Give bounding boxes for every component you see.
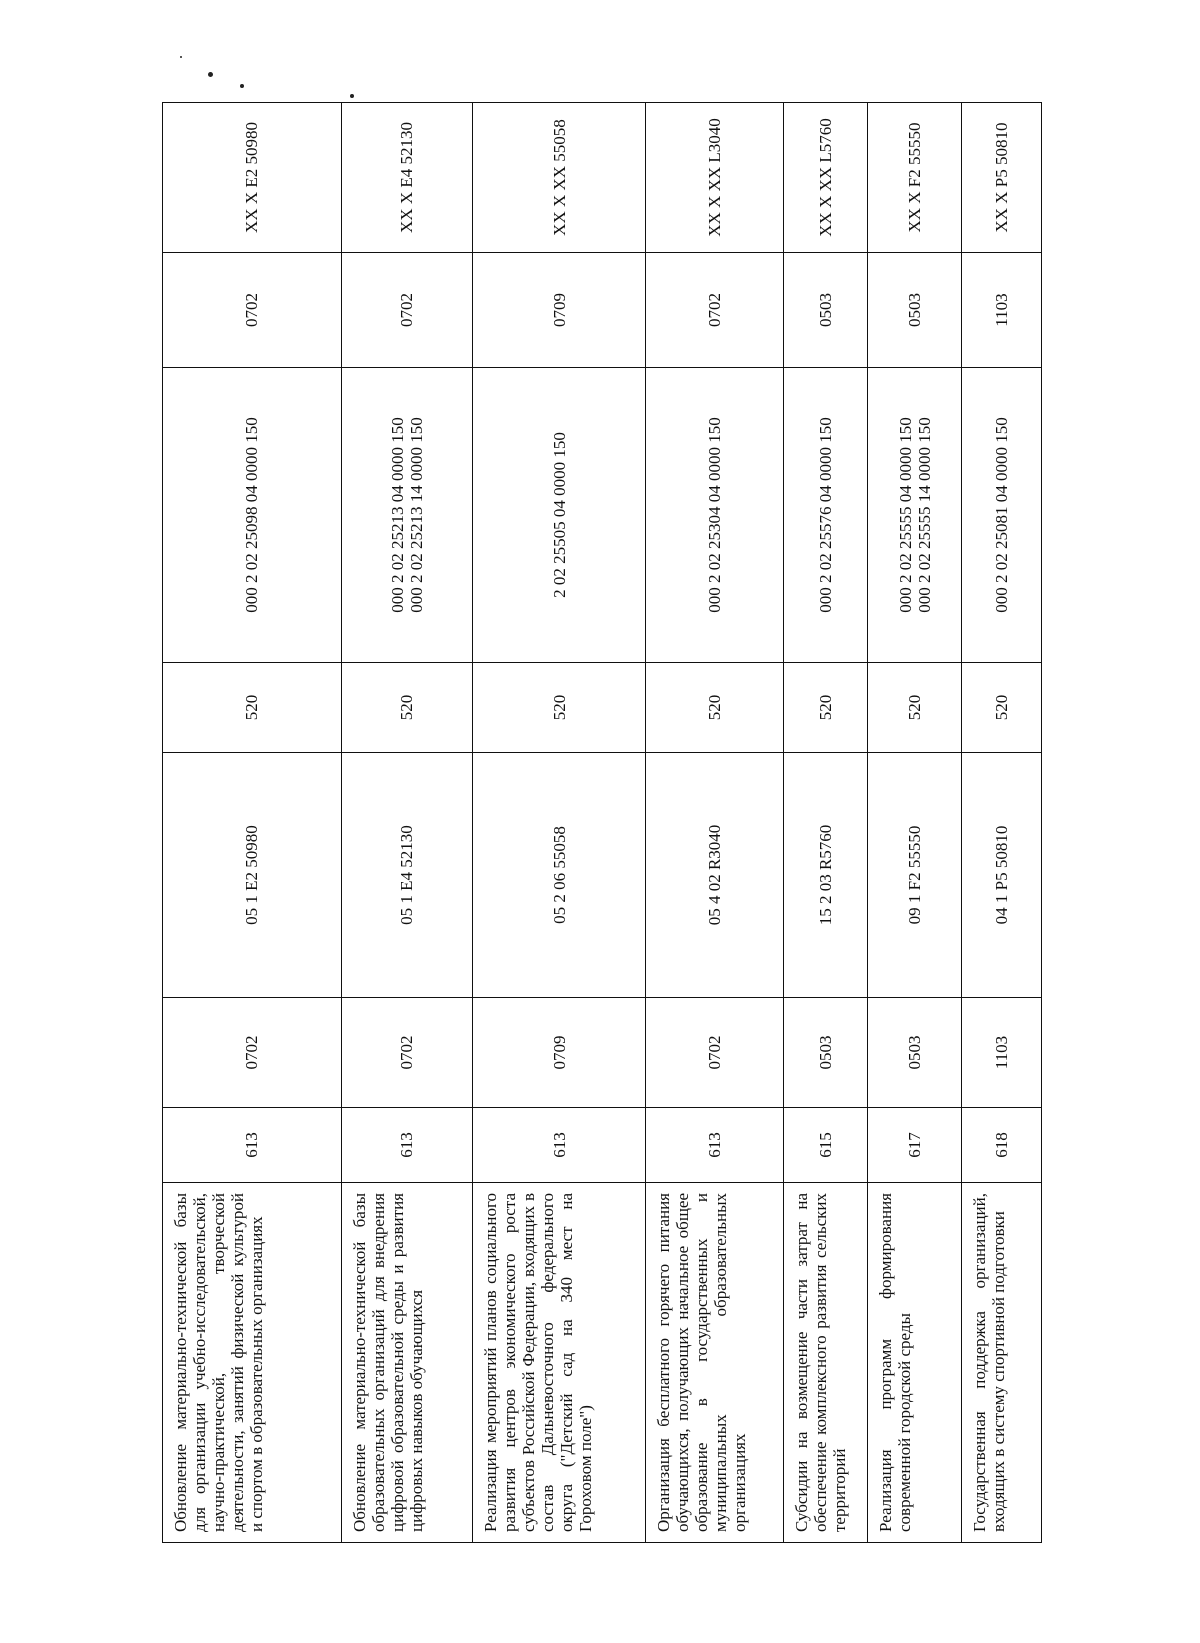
- income-code: 000 2 02 25213 04 0000 150: [387, 417, 407, 613]
- row-name: Обновление материально-технической базы для организации учебно-исследовательской, научно-практической, творческой деятельности, занятий физической культурой и спортом в образовательных организациях: [163, 1183, 342, 1543]
- row-name: Реализация программ формирования современной городской среды: [868, 1183, 962, 1543]
- budget-table: [162, 102, 1042, 1543]
- section2-cell: 0702: [341, 253, 472, 368]
- section-cell: 0702: [646, 998, 784, 1108]
- income-code: 000 2 02 25304 04 0000 150: [705, 417, 725, 613]
- expense-type-cell: 520: [163, 663, 342, 753]
- expense-type-cell: 520: [962, 663, 1042, 753]
- grbs-cell: 617: [868, 1108, 962, 1183]
- section2-cell: 0503: [868, 253, 962, 368]
- target-code2-cell: XX X E2 50980: [163, 103, 342, 253]
- income-code-cell: [646, 368, 784, 663]
- target-code-cell: 04 1 P5 50810: [962, 753, 1042, 998]
- expense-type-cell: 520: [784, 663, 868, 753]
- table-row: [163, 103, 342, 1543]
- target-code2-cell: XX X XX L3040: [646, 103, 784, 253]
- target-code-cell: 05 1 E4 52130: [341, 753, 472, 998]
- income-code: 000 2 02 25098 04 0000 150: [242, 417, 262, 613]
- rotated-page: [162, 103, 1042, 1543]
- expense-type-cell: 520: [646, 663, 784, 753]
- target-code2-cell: XX X P5 50810: [962, 103, 1042, 253]
- section-cell: 0503: [784, 998, 868, 1108]
- income-code-cell: [341, 368, 472, 663]
- row-name: Государственная поддержка организаций, входящих в систему спортивной подготовки: [962, 1183, 1042, 1543]
- table-row: [784, 103, 868, 1543]
- expense-type-cell: 520: [472, 663, 646, 753]
- expense-type-cell: 520: [341, 663, 472, 753]
- section2-cell: 0709: [472, 253, 646, 368]
- section2-cell: 0702: [646, 253, 784, 368]
- grbs-cell: 613: [646, 1108, 784, 1183]
- scan-speck: [208, 72, 213, 77]
- section2-cell: 1103: [962, 253, 1042, 368]
- table-row: [472, 103, 646, 1543]
- income-code-cell: [868, 368, 962, 663]
- target-code-cell: 05 4 02 R3040: [646, 753, 784, 998]
- table-row: [341, 103, 472, 1543]
- section2-cell: 0702: [163, 253, 342, 368]
- section-cell: 0702: [163, 998, 342, 1108]
- section-cell: 0503: [868, 998, 962, 1108]
- section2-cell: 0503: [784, 253, 868, 368]
- row-name: Обновление материально-технической базы образовательных организаций для внедрения цифровой образовательной среды и развития цифровых навыков обучающихся: [341, 1183, 472, 1543]
- scan-speck: [180, 56, 182, 58]
- grbs-cell: 613: [341, 1108, 472, 1183]
- row-name: Субсидии на возмещение части затрат на обеспечение комплексного развития сельских территорий: [784, 1183, 868, 1543]
- target-code-cell: 05 2 06 55058: [472, 753, 646, 998]
- target-code2-cell: XX X E4 52130: [341, 103, 472, 253]
- income-code: 000 2 02 25213 14 0000 150: [406, 417, 426, 613]
- scan-speck: [350, 94, 354, 98]
- scan-speck: [240, 84, 244, 88]
- table-row: [646, 103, 784, 1543]
- table-row: [868, 103, 962, 1543]
- income-code-cell: [472, 368, 646, 663]
- grbs-cell: 615: [784, 1108, 868, 1183]
- target-code-cell: 15 2 03 R5760: [784, 753, 868, 998]
- income-code: 000 2 02 25555 14 0000 150: [914, 417, 934, 613]
- income-code: 2 02 25505 04 0000 150: [549, 432, 569, 598]
- section-cell: 1103: [962, 998, 1042, 1108]
- target-code-cell: 05 1 E2 50980: [163, 753, 342, 998]
- income-code: 000 2 02 25081 04 0000 150: [992, 417, 1012, 613]
- income-code-cell: [163, 368, 342, 663]
- grbs-cell: 613: [163, 1108, 342, 1183]
- grbs-cell: 618: [962, 1108, 1042, 1183]
- target-code-cell: 09 1 F2 55550: [868, 753, 962, 998]
- target-code2-cell: XX X XX 55058: [472, 103, 646, 253]
- expense-type-cell: 520: [868, 663, 962, 753]
- income-code-cell: [962, 368, 1042, 663]
- income-code: 000 2 02 25555 04 0000 150: [895, 417, 915, 613]
- income-code-cell: [784, 368, 868, 663]
- grbs-cell: 613: [472, 1108, 646, 1183]
- row-name: Организация бесплатного горячего питания обучающихся, получающих начальное общее образование в государственных и муниципальных образовательных организациях: [646, 1183, 784, 1543]
- section-cell: 0702: [341, 998, 472, 1108]
- target-code2-cell: XX X XX L5760: [784, 103, 868, 253]
- target-code2-cell: XX X F2 55550: [868, 103, 962, 253]
- income-code: 000 2 02 25576 04 0000 150: [816, 417, 836, 613]
- section-cell: 0709: [472, 998, 646, 1108]
- table-row: [962, 103, 1042, 1543]
- row-name: Реализация мероприятий планов социального развития центров экономического роста субъектов Российской Федерации, входящих в состав Дальневосточного федерального округа ("Детский сад на 340 мест на Гороховом поле"): [472, 1183, 646, 1543]
